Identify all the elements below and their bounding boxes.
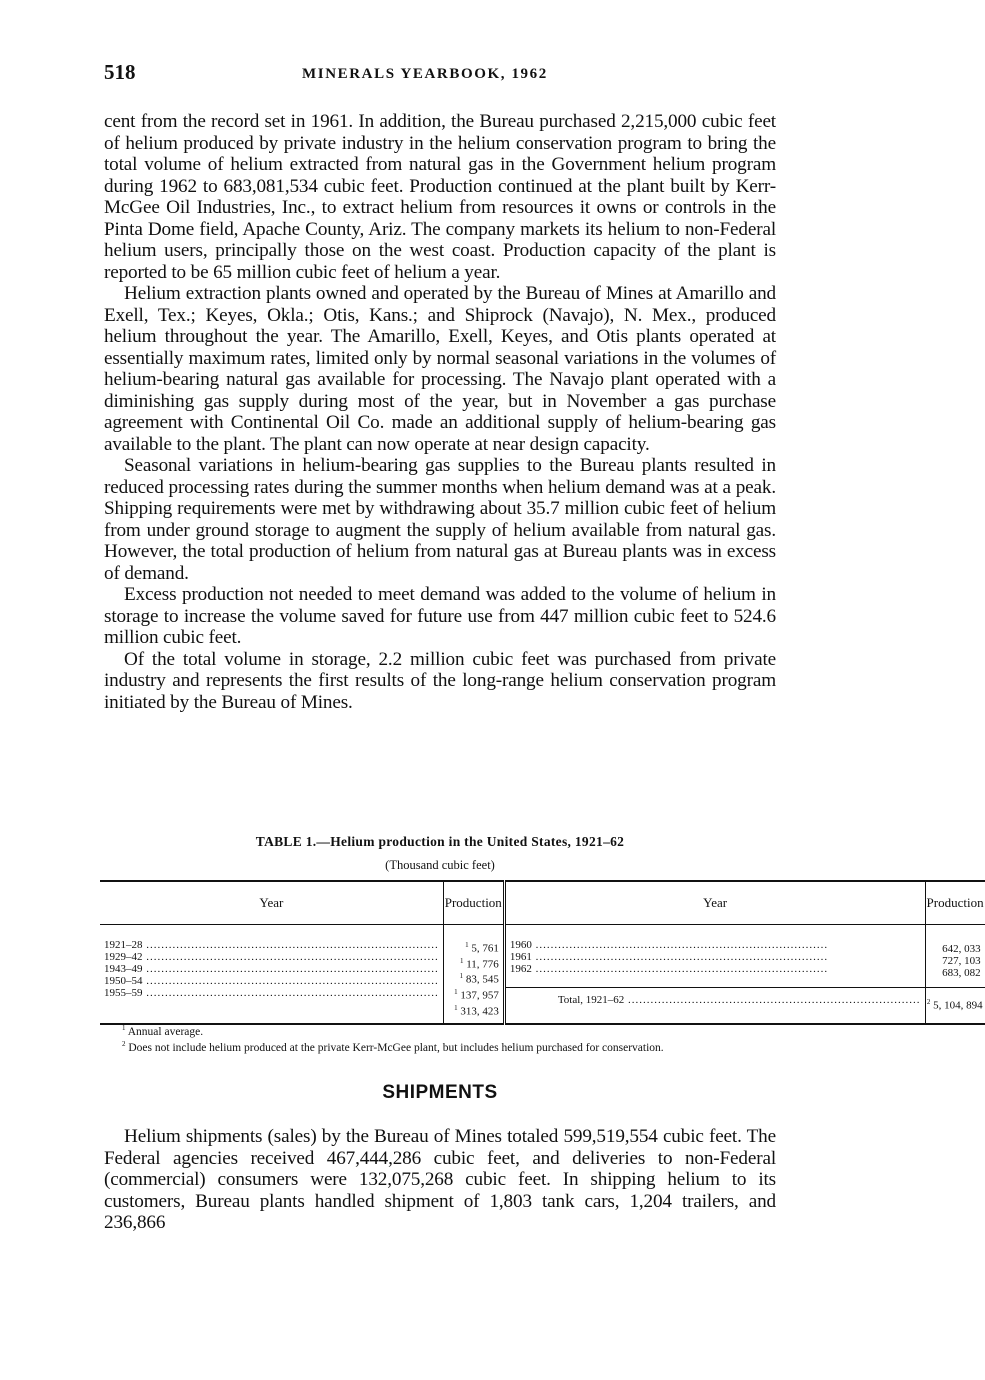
column-header-production: Production [925,881,985,925]
column-header-production: Production [443,881,504,925]
table-row-year: 1955–59 ..... [104,987,439,999]
total-label-cell [504,988,925,1025]
table-row-year: 1929–42 ..... [104,951,439,963]
page-number: 518 [104,60,136,84]
helium-production-table [100,880,985,1025]
table-row-value: 727, 103 [942,955,981,967]
page-header [104,60,776,86]
table-row-year: 1960 ..... [510,939,921,951]
table-row-year: 1943–49 ..... [104,963,439,975]
paragraph: cent from the record set in 1961. In addition, the Bureau purchased 2,215,000 cubic feet of helium produced by private industry in the helium conservation program to bring the total volume of helium extracted from natural gas in the Government helium program during 1962 to 683,081,534 cubic feet. Production continued at the plant built by Kerr-McGee Oil Industries, Inc., to extract helium from resources it owns or controls in the Pinta Dome field, Apache County, Ariz. The company markets its helium to non-Federal helium users, principally those on the west coast. Production capacity of the plant is reported to be 65 million cubic feet of helium a year. [104,111,776,283]
table-row-value: $^1$ 5, 761 [465,941,499,955]
table-row-year: 1921–28 ..... [104,939,439,951]
footnote: $^1$ Annual average. [122,1024,204,1038]
table-row-value: 642, 033 [942,943,981,955]
table-row-value: 683, 082 [942,967,981,979]
table-body-row [100,925,985,988]
left-year-cell [100,925,443,1025]
table-row-value: $^1$ 313, 423 [454,1003,499,1018]
right-year-cell [504,925,925,988]
table-row-year: 1961 ..... [510,951,921,963]
total-value: 5, 104, 894 [933,999,983,1012]
total-value-cell: $^2$ 5, 104, 894 [925,988,985,1025]
running-head: MINERALS YEARBOOK, 1962 [302,66,548,82]
paragraph: Helium extraction plants owned and operated by the Bureau of Mines at Amarillo and Exell, Tex.; Keyes, Okla.; Otis, Kans.; and Shiprock (Navajo), N. Mex., produced helium throughout the year. The Amarillo, Exell, Keyes, and Otis plants operated at essentially maximum rates, limited only by normal seasonal variations in the volumes of helium-bearing natural gas available for processing. The Navajo plant operated with a diminishing gas supply during most of the year, but in November a gas purchase agreement with Continental Oil Co. made an additional supply of helium-bearing gas available to the plant. The plant can now operate at near design capacity. [104,283,776,455]
total-label: Total, 1921–62 ..... [558,994,921,1006]
footnotes [104,1022,776,1055]
paragraph: Helium shipments (sales) by the Bureau of Mines totaled 599,519,554 cubic feet. The Federal agencies received 467,444,286 cubic feet, and deliveries to non-Federal (commercial) consumers were 132,075,268 cubic feet. In shipping helium to its customers, Bureau plants handled shipment of 1,803 tank cars, 1,204 trailers, and 236,866 [104,1126,776,1233]
column-header-year: Year [504,881,925,925]
column-header-year: Year [100,881,443,925]
footnote: $^2$ Does not include helium produced at the private Kerr-McGee plant, but includes helium purchased for conservation. [122,1040,664,1055]
body-text-top [104,111,776,713]
table-subtitle: (Thousand cubic feet) [385,858,495,872]
table-row-value: $^1$ 11, 776 [459,956,499,971]
table-row-value: $^1$ 83, 545 [459,972,499,986]
paragraph: Of the total volume in storage, 2.2 million cubic feet was purchased from private industry and represents the first results of the long-range helium conservation program initiated by the Bureau of Mines. [104,648,776,713]
body-text-bottom [104,1126,776,1234]
table-title: TABLE 1.—Helium production in the United States, 1921–62 [255,834,625,849]
table-header-row [100,881,985,925]
right-production-cell [925,925,985,988]
table-row-year: 1962 ..... [510,963,921,975]
paragraph: Excess production not needed to meet demand was added to the volume of helium in storage to increase the volume saved for future use from 447 million cubic feet to 524.6 million cubic feet. [104,584,776,648]
table-row-year: 1950–54 ..... [104,975,439,987]
paragraph: Seasonal variations in helium-bearing gas supplies to the Bureau plants resulted in reduced processing rates during the summer months when helium demand was at a peak. Shipping requirements were met by withdrawing about 35.7 million cubic feet of helium from under ground storage to augment the supply of helium available from natural gas. However, the total production of helium from natural gas at Bureau plants was in excess of demand. [104,455,776,584]
section-heading: SHIPMENTS [382,1082,498,1103]
table-row-value: $^1$ 137, 957 [454,987,499,1002]
left-production-cell [443,925,504,1025]
